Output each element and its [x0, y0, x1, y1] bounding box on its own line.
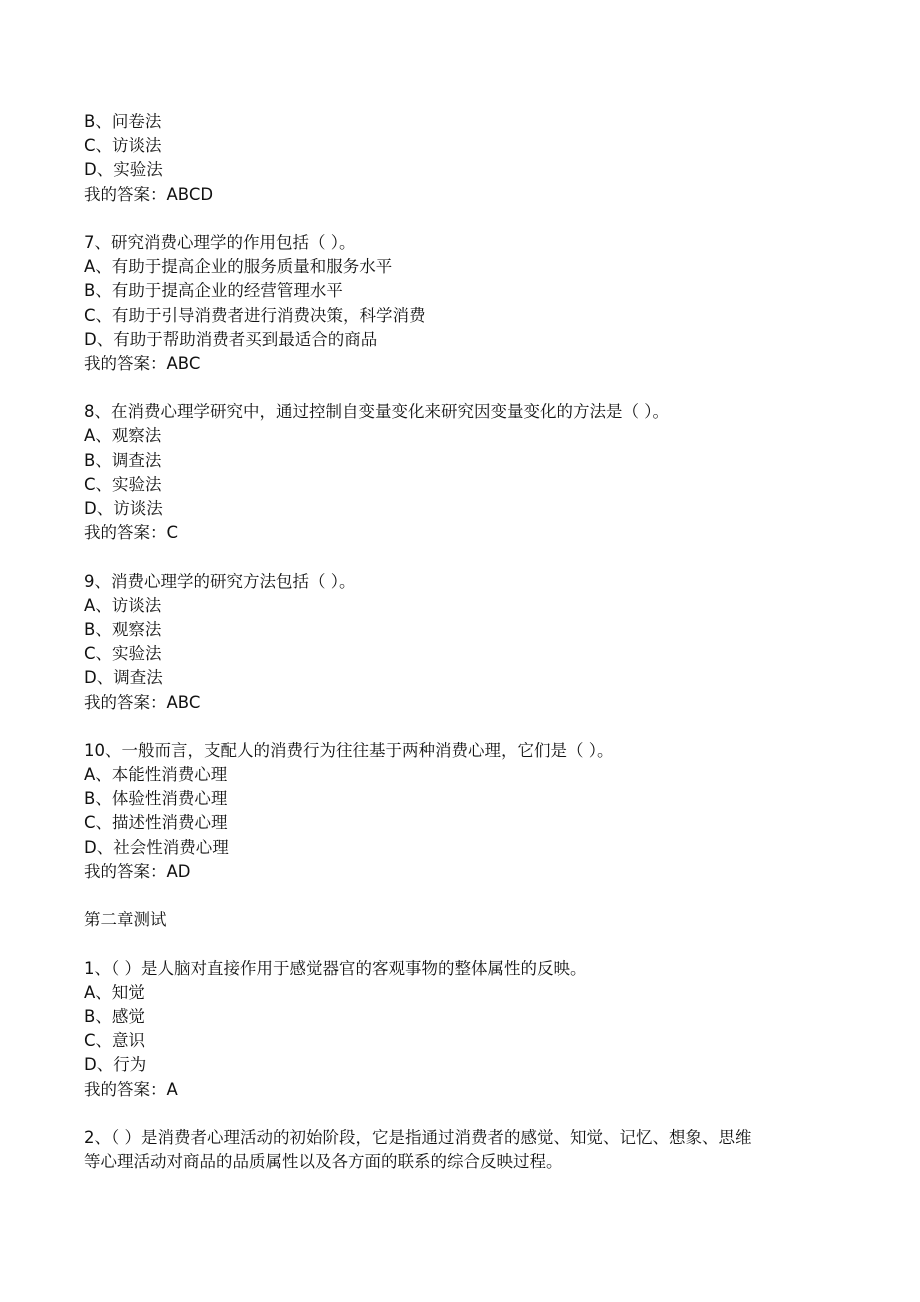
option-text: B、感觉: [84, 1006, 145, 1026]
spacer: [84, 715, 844, 739]
option-text: A、有助于提高企业的服务质量和服务水平: [84, 257, 393, 277]
answer-text: 我的答案：ABC: [84, 353, 201, 373]
option-text: D、调查法: [84, 668, 163, 688]
option-text: B、调查法: [84, 450, 162, 470]
question-text: 7、研究消费心理学的作用包括（ ）。: [84, 232, 356, 252]
option-text: B、有助于提高企业的经营管理水平: [84, 281, 343, 301]
option-text: D、访谈法: [84, 499, 163, 518]
answer-text: 我的答案：C: [84, 523, 179, 543]
option-text: B、体验性消费心理: [84, 789, 228, 809]
option-text: D、实验法: [84, 160, 163, 180]
option-text: D、行为: [84, 1055, 147, 1075]
spacer: [84, 376, 844, 400]
option-text: C、描述性消费心理: [84, 813, 228, 833]
question-text-continued: 等心理活动对商品的品质属性以及各方面的联系的综合反映过程。: [84, 1152, 563, 1172]
question-text: 8、在消费心理学研究中，通过控制自变量变化来研究因变量变化的方法是（ ）。: [84, 402, 669, 422]
chapter-title: 第二章测试: [84, 910, 167, 930]
spacer: [84, 207, 844, 231]
option-text: C、实验法: [84, 644, 162, 664]
spacer: [84, 545, 844, 569]
option-text: C、实验法: [84, 474, 162, 494]
answer-text: 我的答案：AD: [84, 861, 191, 881]
option-text: A、本能性消费心理: [84, 765, 228, 785]
document-page: [84, 110, 844, 1174]
spacer: [84, 932, 844, 956]
option-text: B、问卷法: [84, 112, 162, 131]
question-text: 2、（ ）是消费者心理活动的初始阶段，它是指通过消费者的感觉、知觉、记忆、想象、思维: [84, 1127, 752, 1147]
question-text: 1、（ ）是人脑对直接作用于感觉器官的客观事物的整体属性的反映。: [84, 958, 587, 978]
option-text: A、观察法: [84, 426, 162, 446]
option-text: D、社会性消费心理: [84, 837, 229, 857]
question-text: 9、消费心理学的研究方法包括（ ）。: [84, 571, 356, 591]
option-text: A、知觉: [84, 982, 145, 1002]
option-text: C、访谈法: [84, 136, 162, 156]
option-text: D、有助于帮助消费者买到最适合的商品: [84, 329, 378, 349]
answer-text: 我的答案：ABCD: [84, 184, 214, 204]
option-text: A、访谈法: [84, 595, 162, 615]
option-text: C、意识: [84, 1031, 146, 1051]
spacer: [84, 1102, 844, 1126]
option-text: B、观察法: [84, 619, 162, 639]
question-text: 10、一般而言，支配人的消费行为往往基于两种消费心理，它们是（ ）。: [84, 740, 614, 760]
option-text: C、有助于引导消费者进行消费决策，科学消费: [84, 305, 426, 325]
answer-text: 我的答案：ABC: [84, 692, 201, 712]
answer-text: 我的答案：A: [84, 1079, 178, 1099]
spacer: [84, 884, 844, 908]
